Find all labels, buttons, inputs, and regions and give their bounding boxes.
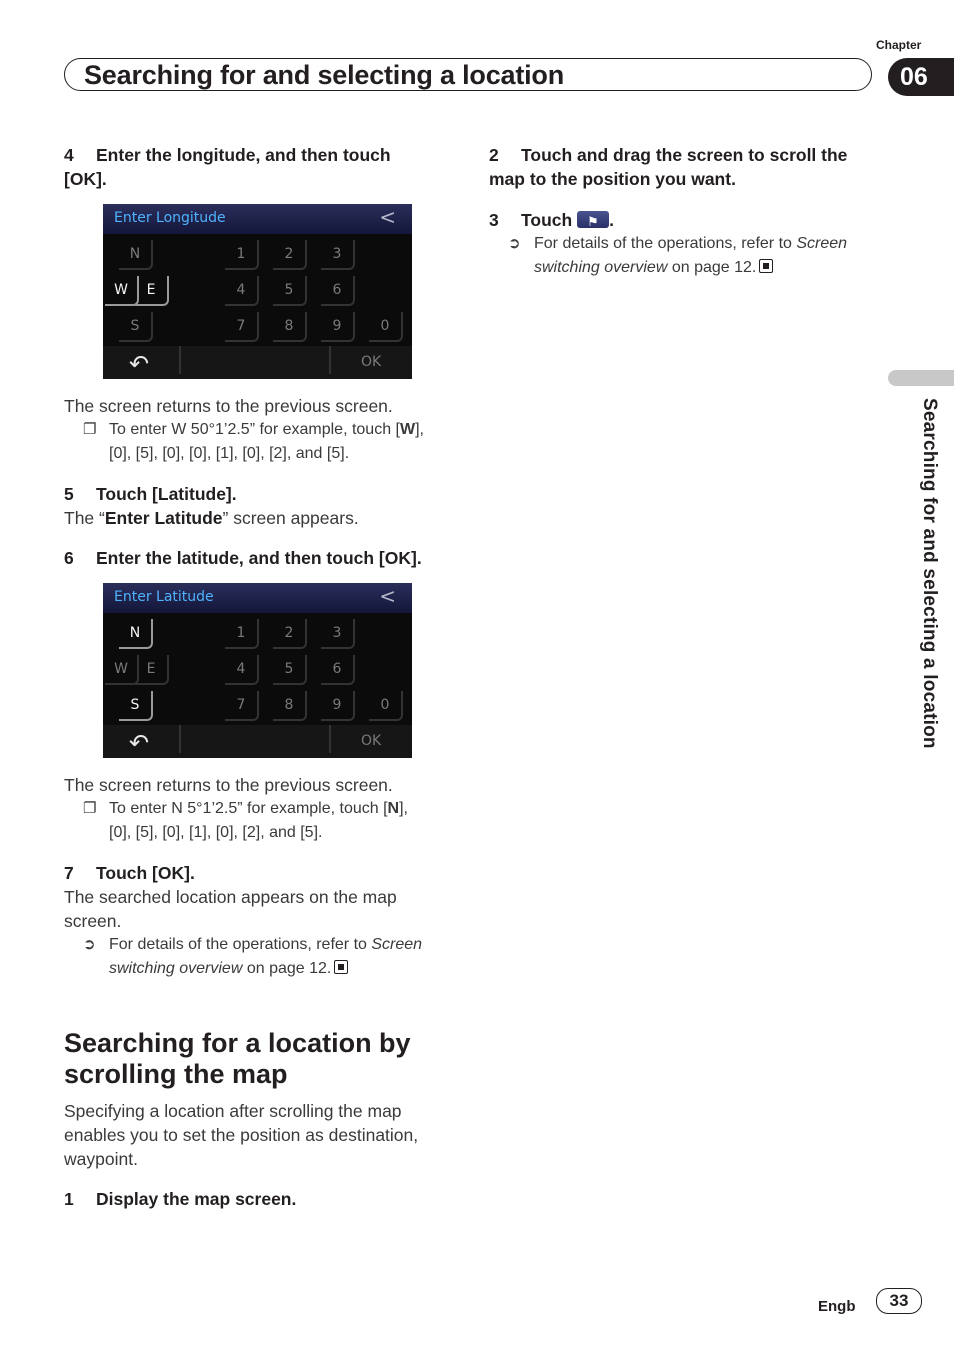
step-number: 6 <box>64 548 74 568</box>
key-8[interactable]: 8 <box>273 312 307 342</box>
key-5[interactable]: 5 <box>273 655 307 685</box>
arrow-icon: ➲ <box>508 235 521 252</box>
latitude-keypad-screen <box>103 583 412 758</box>
step-text: Touch [OK]. <box>96 863 195 883</box>
note-latitude-example: ❐ To enter N 5°1’2.5” for example, touch [N], [0], [5], [0], [1], [0], [2], and [5]. <box>109 797 408 844</box>
step-text-continued: map to the position you want. <box>489 169 736 189</box>
divider <box>179 346 181 374</box>
key-1[interactable]: 1 <box>225 619 259 649</box>
key-8[interactable]: 8 <box>273 691 307 721</box>
back-arrow-icon[interactable]: < <box>379 584 396 608</box>
key-5[interactable]: 5 <box>273 276 307 306</box>
key-n[interactable]: N <box>119 619 153 649</box>
key-3[interactable]: 3 <box>321 240 355 270</box>
key-w[interactable]: W <box>105 276 139 306</box>
returns-text: The screen returns to the previous screen. <box>64 396 393 416</box>
step-5-body: The “Enter Latitude” screen appears. <box>64 508 359 528</box>
checkbox-icon: ❐ <box>83 421 97 438</box>
step-text: Enter the latitude, and then touch [OK]. <box>96 548 422 568</box>
ok-button[interactable]: OK <box>361 733 382 749</box>
divider <box>329 346 331 374</box>
step-text: Touch <box>521 210 573 230</box>
return-icon[interactable]: ↶ <box>129 350 150 378</box>
page-title: Searching for and selecting a location <box>84 60 565 90</box>
reference-note: ➲ For details of the operations, refer to Screen switching overview on page 12. <box>534 232 847 279</box>
key-6[interactable]: 6 <box>321 276 355 306</box>
end-mark-icon <box>334 960 348 974</box>
step-number: 2 <box>489 145 499 165</box>
divider <box>329 725 331 753</box>
key-7[interactable]: 7 <box>225 312 259 342</box>
step-number: 3 <box>489 210 499 230</box>
section-heading: Searching for a location by scrolling the map <box>64 1028 411 1089</box>
key-9[interactable]: 9 <box>321 312 355 342</box>
step-1 <box>64 1187 296 1211</box>
key-0[interactable]: 0 <box>369 312 403 342</box>
chapter-label: Chapter <box>876 38 922 52</box>
step-text: Display the map screen. <box>96 1189 297 1209</box>
chapter-number-badge: 06 <box>888 58 954 96</box>
key-0[interactable]: 0 <box>369 691 403 721</box>
key-2[interactable]: 2 <box>273 619 307 649</box>
step-number: 7 <box>64 863 74 883</box>
note-longitude-example: ❐ To enter W 50°1’2.5” for example, touch [W], [0], [5], [0], [0], [1], [0], [2], and [5]. <box>109 418 424 465</box>
step-4 <box>64 143 391 191</box>
step-7-body: The searched location appears on the map screen. <box>64 887 397 931</box>
longitude-keypad-screen <box>103 204 412 379</box>
screen-title: Enter Latitude <box>114 589 214 605</box>
reference-note: ➲ For details of the operations, refer to Screen switching overview on page 12. <box>109 933 422 980</box>
section-intro: Specifying a location after scrolling the map enables you to set the position as destination, waypoint. <box>64 1101 419 1169</box>
key-e[interactable]: E <box>135 276 169 306</box>
side-tab-text: Searching for and selecting a location <box>919 398 940 749</box>
ok-button[interactable]: OK <box>361 354 382 370</box>
step-text: Touch and drag the screen to scroll the <box>521 145 848 165</box>
arrow-icon: ➲ <box>83 936 96 953</box>
destination-flag-icon <box>577 211 609 228</box>
key-2[interactable]: 2 <box>273 240 307 270</box>
step-3: 3 Touch ⚑ . <box>489 208 614 232</box>
step-text: Enter the longitude, and then touch <box>96 145 391 165</box>
key-9[interactable]: 9 <box>321 691 355 721</box>
page-number: 33 <box>876 1288 922 1314</box>
divider <box>179 725 181 753</box>
return-icon[interactable]: ↶ <box>129 729 150 757</box>
checkbox-icon: ❐ <box>83 800 97 817</box>
end-mark-icon <box>759 259 773 273</box>
key-4[interactable]: 4 <box>225 655 259 685</box>
key-s[interactable]: S <box>119 312 153 342</box>
step-6 <box>64 546 422 570</box>
key-3[interactable]: 3 <box>321 619 355 649</box>
side-tab-marker <box>888 370 954 386</box>
key-n[interactable]: N <box>119 240 153 270</box>
step-number: 1 <box>64 1189 74 1209</box>
key-e[interactable]: E <box>135 655 169 685</box>
key-1[interactable]: 1 <box>225 240 259 270</box>
step-text-continued: [OK]. <box>64 169 107 189</box>
step-number: 4 <box>64 145 74 165</box>
key-6[interactable]: 6 <box>321 655 355 685</box>
key-4[interactable]: 4 <box>225 276 259 306</box>
screen-title: Enter Longitude <box>114 210 226 226</box>
step-number: 5 <box>64 484 74 504</box>
language-label: Engb <box>818 1298 856 1315</box>
key-s[interactable]: S <box>119 691 153 721</box>
step-text: Touch [Latitude]. <box>96 484 237 504</box>
key-w[interactable]: W <box>105 655 139 685</box>
returns-text: The screen returns to the previous screen. <box>64 775 393 795</box>
back-arrow-icon[interactable]: < <box>379 205 396 229</box>
step-5 <box>64 482 237 506</box>
key-7[interactable]: 7 <box>225 691 259 721</box>
step-7 <box>64 861 195 885</box>
step-2 <box>489 143 847 191</box>
